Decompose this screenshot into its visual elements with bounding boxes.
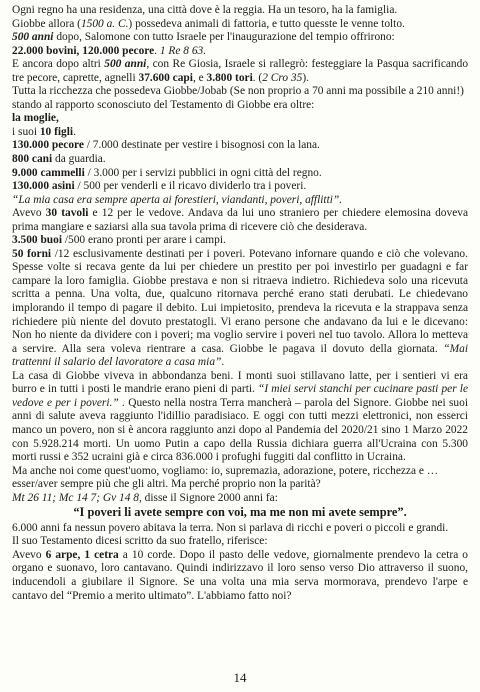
- bold-text: 22.000 bovini, 120.000 pecore: [12, 44, 155, 57]
- text: / 3.000 per i servizi pubblici in ogni città del regno.: [84, 166, 322, 179]
- text: /500 erano pronti per arare i campi.: [62, 234, 226, 247]
- paragraph-ovens: [12, 248, 468, 370]
- bold-italic-text: 500 anni: [104, 58, 147, 71]
- text: Tutta la ricchezza che possedeva Giobbe/Jobab (Se non proprio a 70 anni ma possibile a 210 anni!) stando al rapporto sconosciuto del Testamento di Giobbe era oltre:: [12, 85, 464, 111]
- text: . Questo nella nostra Terra mancherà – parola del Signore. Giobbe nei suoi anni di salute aveva raggiunto l'idillio paradisiaco. E oggi con tutti mezzi elettronici, non esserci manco un povero, non si è ancora raggiunto anzi dopo al Pandemia del 2020/21 sino 1 Marzo 2022 con 5.928.214 morti. Un uomo Putin a capo della Russia dichiara guerra all'Ucraina con 5.300 morti russi e 352 ucraini già e circa 836.000 i profughi fuggiti dal conflitto in Ucraina.: [12, 396, 468, 464]
- bible-reference: Mt 26 11; Mc 14 7; Gv 14 8: [12, 491, 139, 504]
- list-item: [12, 139, 468, 153]
- centered-quote: [12, 506, 468, 520]
- quote-line: [12, 194, 468, 208]
- text: La casa di Giobbe viveva in abbondanza beni. I monti suoi stillavano latte, per i sentieri vi era burro e in tutti i posti le mandrie erano pieni di parti.: [12, 369, 468, 396]
- bold-text: 37.600 capi: [138, 71, 193, 84]
- bold-text: 130.000 asini: [12, 180, 75, 193]
- list-item: [12, 167, 468, 181]
- bold-text: 3.800 tori: [206, 71, 253, 84]
- text: dopo, Salomone con tutto Israele per l'inaugurazione del tempio offrirono:: [53, 31, 395, 44]
- bold-text: 800 cani: [12, 153, 53, 166]
- paragraph-job-animals: [12, 18, 468, 32]
- paragraph-giosia: [12, 58, 468, 85]
- bold-text: 9.000 cammelli: [12, 166, 85, 179]
- paragraph-wealth: [12, 85, 468, 112]
- paragraph-6000: [12, 522, 468, 536]
- text: 6.000 anni fa nessun povero abitava la terra. Non si parlava di ricchi e poveri o piccoli e grandi.: [12, 521, 449, 534]
- paragraph-testament: [12, 535, 468, 549]
- bold-text: 30 tavoli: [45, 207, 89, 220]
- text: Avevo: [12, 207, 46, 220]
- text: Giobbe allora (: [12, 17, 81, 30]
- text: , con Re Giosia, Israele si rallegrò: festeggiare la Pasqua sacrificando tre pecore, caprette, agnelli: [12, 58, 469, 84]
- bold-text: 6 arpe, 1 cetra: [45, 548, 119, 561]
- bold-text: 50 forni: [12, 247, 52, 260]
- text: . (: [252, 71, 263, 84]
- italic-quote: “I miei servi stanchi per cucinare pasti per le vedove e per i poveri.”: [12, 383, 469, 409]
- list-item: [12, 180, 468, 194]
- italic-quote: “Mai trattenni il salario del lavoratore a casa mia”: [12, 342, 468, 369]
- paragraph-abundance: [12, 370, 468, 465]
- list-item: [12, 112, 468, 126]
- paragraph-us: [12, 465, 468, 492]
- bible-reference: 1 Re 8 63.: [159, 44, 207, 57]
- paragraph-tables: [12, 207, 468, 234]
- paragraph-harps: [12, 549, 468, 603]
- bold-text: 130.000 pecore: [12, 139, 84, 152]
- text: Ma anche noi come quest'uomo, vogliamo: io, supremazia, adorazione, potere, ricchezza e … esser/aver sempre più che gli altri. Ma perché proprio non la parità?: [12, 464, 439, 491]
- date-italic: 1500 a. C.: [80, 17, 129, 30]
- list-item: [12, 126, 468, 140]
- text: ) possedeva animali di fattoria, e tutto quesste le venne tolto.: [128, 17, 405, 30]
- page-number: 14: [233, 670, 247, 685]
- paragraph-offerings: [12, 45, 468, 59]
- text: .: [221, 356, 225, 369]
- text: i suoi: [12, 125, 40, 138]
- text: .: [154, 44, 160, 57]
- paragraph-kingdom: [12, 4, 468, 18]
- text: /12 esclusivamente destinati per i poveri. Potevano infornare quando e ciò che volevano. Spesse volte si recava gente da lui per chiedere un prestito per poi investirlo per guadagni e far campare la loro famiglia. Giobbe prestava e non si ritraeva indietro. Richiedeva solo una ricevuta scritta a penna. Una volta, due, qualcuno ritornava perché erano stati derubati. Le chiedevano implorando il tempo di pagare il debito. Lui impietosito, prendeva la ricevuta e la strappava senza richiedere più niente del dovuto prestatogli. Vi erano persone che andavano da lui e le dicevano: Non ho niente da dividere con i poveri; ma voglio servire i poveri nel tuo tavolo. Allora lo metteva a servire. Alla sera voleva rientrare a casa. Giobbe le pagava il dovuto della giornata.: [12, 247, 468, 355]
- text: a 10 corde. Dopo il pasto delle vedove, giornalmente prendevo la cetra o organo e suonavo, loro cantavano. Quindi indirizzavo il loro senso verso Dio attraverso il suono, inducendoli a giubilare il Signore. Se una volta una mia serva mormorava, prendevo l'arpe e cantavo del “Premio a merito ultimato”. L'abbiamo fatto noi?: [12, 548, 468, 602]
- text: , e: [192, 71, 207, 84]
- text: da guardia.: [52, 153, 106, 166]
- text: e 12 per le vedove. Andava da lui uno straniero per chiedere elemosina doveva prima mangiare e saziarsi alla sua tavola prima di ricevere ciò che desiderava.: [12, 207, 469, 233]
- bible-reference: 2 Cro 35: [262, 71, 303, 84]
- text: / 7.000 destinate per vestire i bisognosi con la lana.: [83, 139, 320, 152]
- text: , disse il Signore 2000 anni fa:: [138, 491, 278, 504]
- text: “La mia casa era sempre aperta ai forestieri, viandanti, poveri, afflitti”.: [12, 193, 343, 206]
- text: Ogni regno ha una residenza, una città dove è la reggia. Ha un tesoro, ha la famiglia.: [12, 4, 398, 16]
- list-item: [12, 234, 468, 248]
- text: .: [73, 125, 76, 138]
- bold-text: 3.500 buoi: [12, 234, 63, 247]
- text: “I poveri li avete sempre con voi, ma me non mi avete sempre”.: [73, 505, 407, 520]
- text: E ancora dopo altri: [12, 58, 105, 71]
- text: la moglie,: [12, 112, 59, 125]
- text: / 500 per venderli e il ricavo dividerlo tra i poveri.: [74, 180, 307, 193]
- bold-text: 10 figli: [39, 125, 74, 138]
- text: Avevo: [12, 548, 46, 561]
- bold-italic-text: 500 anni: [12, 31, 54, 44]
- list-item: [12, 153, 468, 167]
- text: Il suo Testamento dicesi scritto da suo fratello, riferisce:: [12, 535, 268, 548]
- paragraph-references: [12, 492, 468, 506]
- paragraph-solomon: [12, 31, 468, 45]
- text: ).: [302, 71, 309, 84]
